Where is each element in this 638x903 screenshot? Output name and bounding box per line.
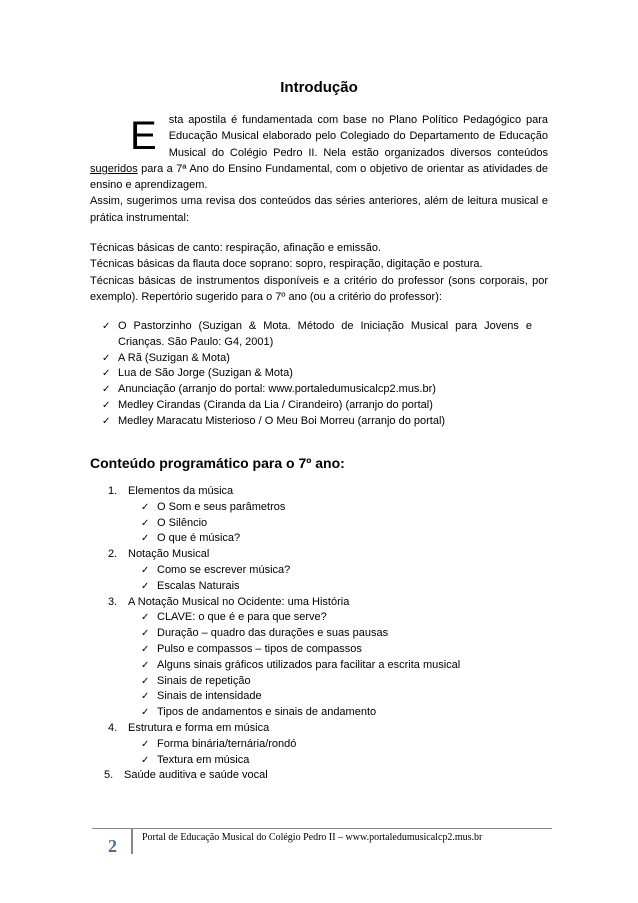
page-title: Introdução xyxy=(280,79,358,96)
check-icon: ✓ xyxy=(102,321,111,332)
program-subitem: ✓ O que é música? xyxy=(141,531,548,547)
check-icon: ✓ xyxy=(102,368,111,380)
program-sublist xyxy=(108,500,548,547)
footer-divider xyxy=(92,828,552,829)
program-subitem: ✓ Duração – quadro das durações e suas pausas xyxy=(141,626,548,642)
program-subitem: ✓ Alguns sinais gráficos utilizados para facilitar a escrita musical xyxy=(141,658,548,674)
check-icon: ✓ xyxy=(141,643,150,655)
program-subitem: ✓ Como se escrever música? xyxy=(141,563,548,579)
program-heading: Conteúdo programático para o 7º ano: xyxy=(90,455,345,471)
program-subitem: ✓ CLAVE: o que é e para que serve? xyxy=(141,610,548,626)
item-label: A Notação Musical no Ocidente: uma História xyxy=(128,595,350,608)
program-item xyxy=(108,484,548,500)
program-subitem: ✓ Tipos de andamentos e sinais de andamento xyxy=(141,705,548,721)
technique-line: Técnicas básicas da flauta doce soprano: sopro, respiração, digitação e postura. xyxy=(90,258,483,271)
program-list xyxy=(104,484,548,784)
item-label: Elementos da música xyxy=(128,485,234,497)
check-icon: ✓ xyxy=(102,352,111,364)
footer-text: Portal de Educação Musical do Colégio Pedro II – www.portaledumusicalcp2.mus.br xyxy=(142,832,483,843)
check-icon: ✓ xyxy=(102,415,111,427)
page-number: 2 xyxy=(108,836,117,856)
check-icon: ✓ xyxy=(141,533,150,545)
check-icon: ✓ xyxy=(141,564,150,576)
intro-paragraph xyxy=(90,112,548,226)
program-sublist xyxy=(108,737,548,769)
technique-line: Técnicas básicas de instrumentos disponíveis e a critério do professor (sons corporais, por exemplo). Repertório sugerido para o 7º ano (ou a critério do professor): xyxy=(90,274,548,303)
item-number: 1. xyxy=(108,485,118,497)
repertoire-item: ✓ O Pastorzinho (Suzigan & Mota. Método de Iniciação Musical para Jovens e Crianças. São Paulo: G4, 2001) xyxy=(102,320,532,348)
program-subitem: ✓ Escalas Naturais xyxy=(141,579,548,595)
repertoire-list xyxy=(102,319,532,430)
check-icon: ✓ xyxy=(141,707,150,719)
program-subitem: ✓ Pulso e compassos – tipos de compassos xyxy=(141,642,548,658)
program-subitem: ✓ Sinais de intensidade xyxy=(141,689,548,705)
program-subitem: ✓ O Silêncio xyxy=(141,516,548,532)
program-subitem: ✓ Sinais de repetição xyxy=(141,674,548,690)
item-label: Notação Musical xyxy=(128,548,210,561)
drop-cap: E xyxy=(130,114,157,158)
item-number: 3. xyxy=(108,595,118,608)
item-number: 5. xyxy=(104,769,114,782)
repertoire-item: ✓ Medley Cirandas (Ciranda da Lia / Cirandeiro) (arranjo do portal) xyxy=(102,398,532,414)
check-icon: ✓ xyxy=(141,628,150,640)
item-label: Saúde auditiva e saúde vocal xyxy=(124,769,268,782)
technique-line: Técnicas básicas de canto: respiração, afinação e emissão. xyxy=(90,242,382,254)
program-item xyxy=(108,721,548,737)
program-item xyxy=(108,595,548,611)
program-sublist xyxy=(108,563,548,595)
repertoire-item: ✓ A Rã (Suzigan & Mota) xyxy=(102,351,532,367)
check-icon: ✓ xyxy=(141,754,150,766)
footer-separator xyxy=(131,828,133,854)
program-subitem: ✓ Forma binária/ternária/rondó xyxy=(141,737,548,753)
repertoire-item: ✓ Anunciação (arranjo do portal: www.portaledumusicalcp2.mus.br) xyxy=(102,382,532,398)
check-icon: ✓ xyxy=(141,738,150,750)
program-item xyxy=(108,547,548,563)
check-icon: ✓ xyxy=(141,691,150,703)
check-icon: ✓ xyxy=(141,580,150,592)
intro-paragraph-2: Assim, sugerimos uma revisa dos conteúdos das séries anteriores, além de leitura musical e prática instrumental: xyxy=(90,195,548,224)
check-icon: ✓ xyxy=(141,675,150,687)
check-icon: ✓ xyxy=(141,659,150,671)
program-item xyxy=(104,768,548,784)
intro-text: sta apostila é fundamentada com base no Plano Político Pedagógico para Educação Musical elaborado pelo Colegiado do Departamento de Educação Musical do Colégio Pedro II. Nela estão organizados diversos conteúdos sugeridos para a 7ª Ano do Ensino Fundamental, com o objetivo de orientar as atividades de ensino e aprendizagem. xyxy=(90,114,548,192)
program-subitem: ✓ Textura em música xyxy=(141,753,548,769)
techniques-block xyxy=(90,240,548,305)
check-icon: ✓ xyxy=(102,399,111,411)
item-number: 4. xyxy=(108,721,118,734)
program-subitem: ✓ O Som e seus parâmetros xyxy=(141,500,548,516)
check-icon: ✓ xyxy=(102,384,111,396)
repertoire-item: ✓ Medley Maracatu Misterioso / O Meu Boi Morreu (arranjo do portal) xyxy=(102,414,532,430)
item-label: Estrutura e forma em música xyxy=(128,721,270,734)
check-icon: ✓ xyxy=(141,612,150,624)
item-number: 2. xyxy=(108,548,118,561)
program-sublist xyxy=(108,610,548,721)
repertoire-item: ✓ Lua de São Jorge (Suzigan & Mota) xyxy=(102,366,532,382)
check-icon: ✓ xyxy=(141,501,150,513)
check-icon: ✓ xyxy=(141,517,150,529)
